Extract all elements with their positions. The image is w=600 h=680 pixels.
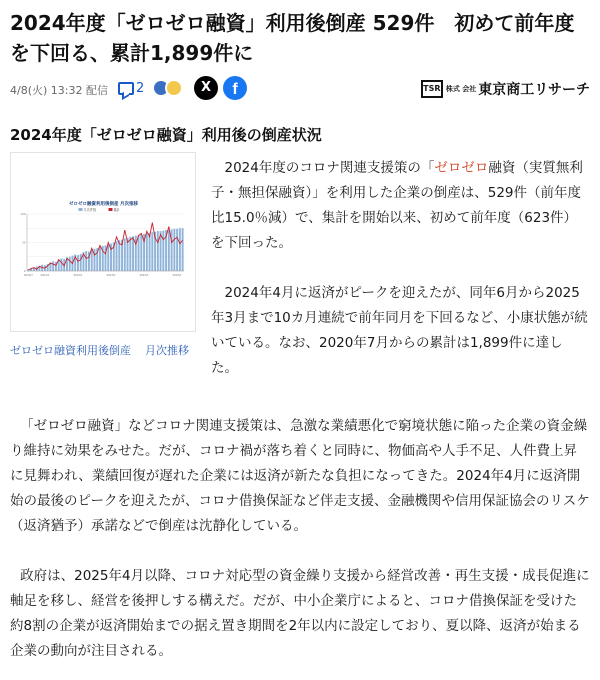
chart-bar	[85, 251, 87, 271]
legend-swatch	[79, 208, 83, 211]
reaction-emojis[interactable]	[152, 79, 186, 97]
share-facebook-button[interactable]: f	[223, 76, 247, 100]
chart-bar	[151, 232, 153, 271]
chart-bar	[176, 229, 178, 271]
chart-bar	[179, 228, 181, 271]
comments-link[interactable]	[118, 78, 144, 98]
article-meta	[10, 74, 590, 104]
chart-bar	[124, 239, 126, 271]
article-body	[10, 414, 590, 664]
figure-caption[interactable]	[10, 342, 196, 358]
paragraph: 政府は、2025年4月以降、コロナ対応型の資金繰り支援から経営改善・再生支援・成長促進に軸足を移し、経営を後押しする構えだ。だが、中小企業庁によると、コロナ借換保証を受けた約8割の企業が返済開始までの据え置き期間を2年以内に設定しており、夏以降、返済が始まる企業の動向が注目される。	[10, 568, 590, 659]
y-tick-label: 50	[22, 241, 26, 245]
chart-bar	[91, 250, 93, 271]
y-tick-label: 0	[23, 270, 26, 273]
chart-bar	[138, 235, 140, 271]
chart-bar	[146, 233, 148, 271]
legend-label: 月次件数	[83, 208, 97, 212]
chart-bar	[52, 261, 54, 271]
chart-bar	[77, 255, 79, 271]
tsr-logo-icon: TSR	[421, 80, 443, 98]
x-tick-label: 2020/7	[23, 274, 33, 277]
chart-bar	[69, 257, 71, 271]
chart-bar	[99, 247, 101, 271]
zerozero-link[interactable]: ゼロゼロ	[434, 160, 489, 176]
paragraph: 「ゼロゼロ融資」などコロナ関連支援策は、急激な業績悪化で窮境状態に陥った企業の資金繰り維持に効果をみせた。だが、コロナ禍が落ち着くと同時に、物価高や人手不足、人件費上昇に見舞われ、業績回復が遅れた企業には返済が新たな負担になってきた。2024年4月に返済開始の最後のピークを迎えたが、コロナ借換保証など伴走支援、金融機関や信用保証協会のリスケ（返済猶予）承諾などで倒産は沈静化している。	[10, 418, 590, 534]
source-logo[interactable]	[421, 78, 590, 100]
x-tick-label: 2023/1	[106, 274, 116, 277]
para1-before: 2024年度のコロナ関連支援策の「	[224, 160, 435, 176]
publish-date: 4/8(火) 13:32 配信	[10, 84, 108, 97]
caption-subtitle: 月次推移	[145, 344, 189, 357]
chart-figure[interactable]	[10, 152, 196, 358]
x-tick-label: 2021/1	[40, 274, 50, 277]
chart-bar	[173, 229, 175, 271]
chart-thumbnail[interactable]	[10, 152, 196, 332]
comment-icon	[118, 82, 134, 95]
chart-bar	[129, 237, 131, 271]
comment-count: 2	[136, 80, 145, 96]
source-company-type: 株式 会社	[445, 85, 477, 93]
legend-swatch	[109, 208, 113, 211]
chart-bar	[60, 258, 62, 271]
chart-bar	[140, 235, 142, 271]
section-title: 2024年度「ゼロゼロ融資」利用後の倒産状況	[10, 126, 322, 144]
caption-title: ゼロゼロ融資利用後倒産	[10, 344, 131, 357]
chart-bar	[168, 230, 170, 271]
article-headline: 2024年度「ゼロゼロ融資」利用後倒産 529件 初めて前年度を下回る、累計1,899件に	[10, 11, 575, 65]
chart-bar	[118, 240, 120, 271]
legend-label: 累計	[113, 208, 120, 212]
bankruptcy-chart	[15, 198, 192, 285]
chart-bar	[149, 233, 151, 271]
x-tick-label: 2022/1	[73, 274, 83, 277]
chart-bar	[80, 254, 82, 271]
source-name: 東京商工リサーチ	[478, 82, 590, 98]
chart-bar	[162, 231, 164, 271]
paragraph	[211, 156, 589, 256]
y-tick-label: 100	[20, 213, 26, 216]
chart-bar	[132, 236, 134, 271]
chart-bar	[116, 241, 118, 271]
share-x-button[interactable]: X	[194, 76, 218, 100]
para1-after: 融資（実質無利子・無担保融資）」を利用した企業の倒産は、529件（前年度比15.0％減）で、集計を開始以来、初めて前年度（623件）を下回った。	[211, 160, 583, 251]
x-tick-label: 2025/1	[172, 274, 182, 277]
x-tick-label: 2024/1	[139, 274, 149, 277]
chart-bar	[107, 244, 109, 271]
chart-bar	[182, 228, 184, 271]
reaction-icon	[165, 79, 183, 97]
paragraph: 2024年4月に返済がピークを迎えたが、同年6月から2025年3月まで10カ月連続で前年同月を下回るなど、小康状態が続いている。なお、2020年7月からの累計は1,899件に達した。	[211, 285, 588, 376]
chart-bar	[157, 231, 159, 271]
article-lead	[211, 156, 589, 381]
chart-bar	[171, 229, 173, 271]
chart-bar	[94, 249, 96, 271]
chart-title: ゼロゼロ融資利用後倒産 月次推移	[68, 202, 139, 207]
